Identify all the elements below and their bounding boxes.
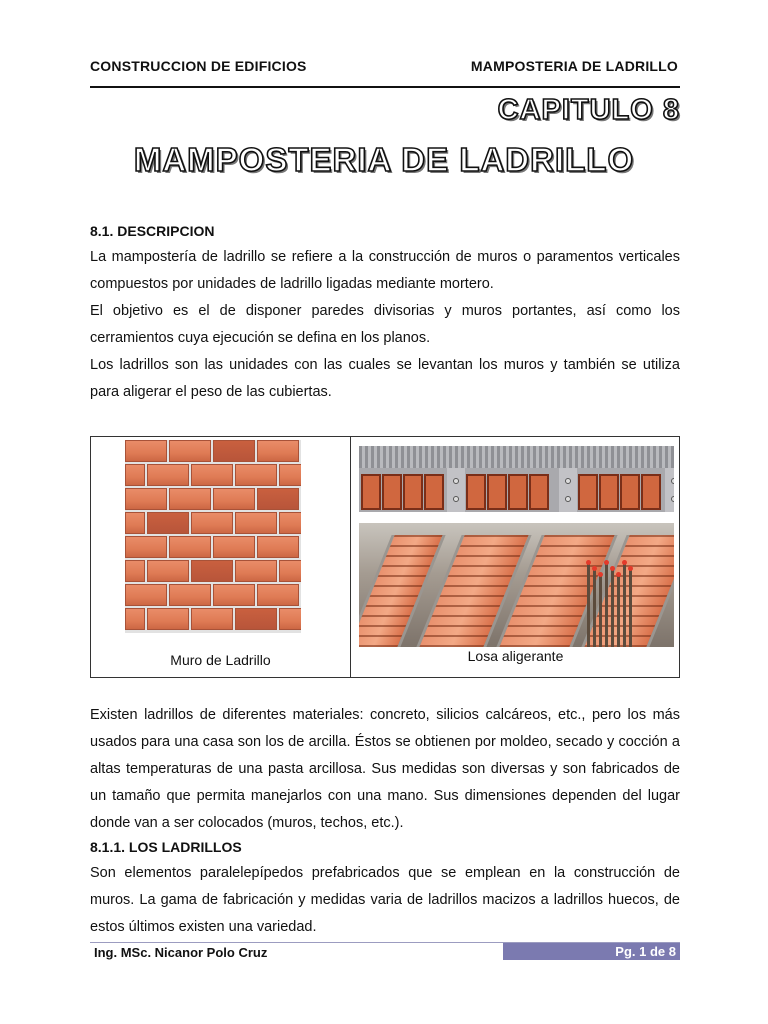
rebar — [611, 569, 614, 647]
brick — [213, 440, 255, 462]
hollow-brick-block — [508, 474, 528, 510]
brick — [191, 464, 233, 486]
rebar — [593, 569, 596, 647]
beam-top-texture — [359, 446, 674, 468]
brick — [279, 560, 301, 582]
hollow-brick-block — [424, 474, 444, 510]
hollow-brick-block — [466, 474, 486, 510]
section-heading-descripcion: 8.1. DESCRIPCION — [90, 223, 215, 239]
brick — [125, 440, 167, 462]
brick — [169, 440, 211, 462]
paragraph: Son elementos paralelepípedos prefabricados que se emplean en la construcción de muros. La gama de fabricación y medidas varia de ladrillos macizos a ladrillos huecos, de estos últimos existen una variedad. — [90, 865, 680, 935]
brick — [191, 512, 233, 534]
footer-page-number: Pg. 1 de 8 — [503, 943, 680, 960]
page-header-right: MAMPOSTERIA DE LADRILLO — [470, 58, 678, 74]
rebar — [617, 575, 620, 647]
rebar-dot — [671, 478, 674, 484]
brick-row — [125, 440, 301, 462]
brick — [279, 464, 301, 486]
page-title: MAMPOSTERIA DE LADRILLO — [133, 141, 635, 178]
hollow-brick-block — [382, 474, 402, 510]
header-rule — [90, 86, 680, 88]
brick-row — [125, 536, 301, 558]
brick — [125, 488, 167, 510]
brick — [191, 608, 233, 630]
footer-author: Ing. MSc. Nicanor Polo Cruz — [94, 945, 268, 960]
beam-joist — [665, 468, 674, 512]
brick — [147, 608, 189, 630]
brick-row — [125, 512, 301, 534]
brick — [125, 560, 145, 582]
rebar — [623, 563, 626, 647]
rebar-cap — [592, 566, 597, 571]
hollow-brick-block — [403, 474, 423, 510]
brick — [191, 560, 233, 582]
rebar-dot — [671, 496, 674, 502]
brick — [235, 512, 277, 534]
hollow-brick-block — [578, 474, 598, 510]
brick — [213, 536, 255, 558]
brick — [125, 536, 167, 558]
brick — [257, 488, 299, 510]
hollow-brick-block — [361, 474, 381, 510]
rebar — [599, 575, 602, 647]
brick — [147, 464, 189, 486]
paragraph: El objetivo es el de disponer paredes divisorias y muros portantes, así como los cerramientos cuya ejecución se defina en los planos. — [90, 303, 680, 346]
lightweight-slab-photo — [359, 523, 674, 647]
section-body-ladrillos — [90, 860, 680, 941]
rebar — [629, 569, 632, 647]
brick — [257, 536, 299, 558]
brick — [169, 488, 211, 510]
brick — [125, 584, 167, 606]
brick-row — [125, 608, 301, 630]
brick — [169, 536, 211, 558]
brick — [235, 464, 277, 486]
hollow-brick-block — [620, 474, 640, 510]
section-body-descripcion — [90, 244, 680, 406]
rebar-cap — [604, 560, 609, 565]
brick — [213, 488, 255, 510]
hollow-brick-block — [599, 474, 619, 510]
brick — [125, 512, 145, 534]
brick — [257, 440, 299, 462]
rebar-dot — [565, 478, 571, 484]
rebar-dot — [453, 478, 459, 484]
rebar — [587, 563, 590, 647]
rebar-dot — [453, 496, 459, 502]
paragraph: La mampostería de ladrillo se refiere a la construcción de muros o paramentos verticales compuestos por unidades de ladrillo ligadas mediante mortero. — [90, 249, 680, 292]
lightweight-slab-caption: Losa aligerante — [467, 648, 564, 664]
page-header-left: CONSTRUCCION DE EDIFICIOS — [90, 58, 307, 74]
rebar-cap — [610, 566, 615, 571]
hollow-brick-block — [487, 474, 507, 510]
brick-wall-caption: Muro de Ladrillo — [170, 652, 271, 668]
rebar-cap — [628, 566, 633, 571]
rebar — [605, 563, 608, 647]
brick-row — [125, 488, 301, 510]
brick — [125, 464, 145, 486]
paragraph: Existen ladrillos de diferentes materiales: concreto, silicios calcáreos, etc., pero los más usados para una casa son los de arcilla. Éstos se obtienen por moldeo, secado y cocción a altas temperaturas de una pasta arcillosa. Sus medidas son diversas y son fabricados de un tamaño que permita manejarlos con una mano. Sus dimensiones dependen del lugar donde van a ser colocados (muros, techos, etc.). — [90, 707, 680, 831]
rebar-dot — [565, 496, 571, 502]
rebar-cap — [616, 572, 621, 577]
brick — [235, 560, 277, 582]
paragraph-materials — [90, 702, 680, 837]
brick — [279, 512, 301, 534]
brick — [235, 608, 277, 630]
brick — [125, 608, 145, 630]
rebar-cap — [598, 572, 603, 577]
brick — [213, 584, 255, 606]
rebar-cap — [622, 560, 627, 565]
brick — [257, 584, 299, 606]
hollow-brick-block — [529, 474, 549, 510]
brick-wall-image — [125, 440, 301, 633]
beam-joist — [559, 468, 577, 512]
brick — [169, 584, 211, 606]
section-heading-ladrillos: 8.1.1. LOS LADRILLOS — [90, 839, 242, 855]
brick — [147, 560, 189, 582]
brick-row — [125, 464, 301, 486]
beam-joist — [447, 468, 465, 512]
brick-row — [125, 584, 301, 606]
brick — [147, 512, 189, 534]
chapter-label: CAPITULO 8 — [497, 94, 680, 126]
rebar-cap — [586, 560, 591, 565]
brick-row — [125, 560, 301, 582]
hollow-brick-block — [641, 474, 661, 510]
figure-divider — [350, 437, 351, 677]
brick — [279, 608, 301, 630]
figure-table — [90, 436, 680, 678]
beam-panel-image — [359, 446, 674, 512]
paragraph: Los ladrillos son las unidades con las cuales se levantan los muros y también se utiliza para aligerar el peso de las cubiertas. — [90, 357, 680, 400]
